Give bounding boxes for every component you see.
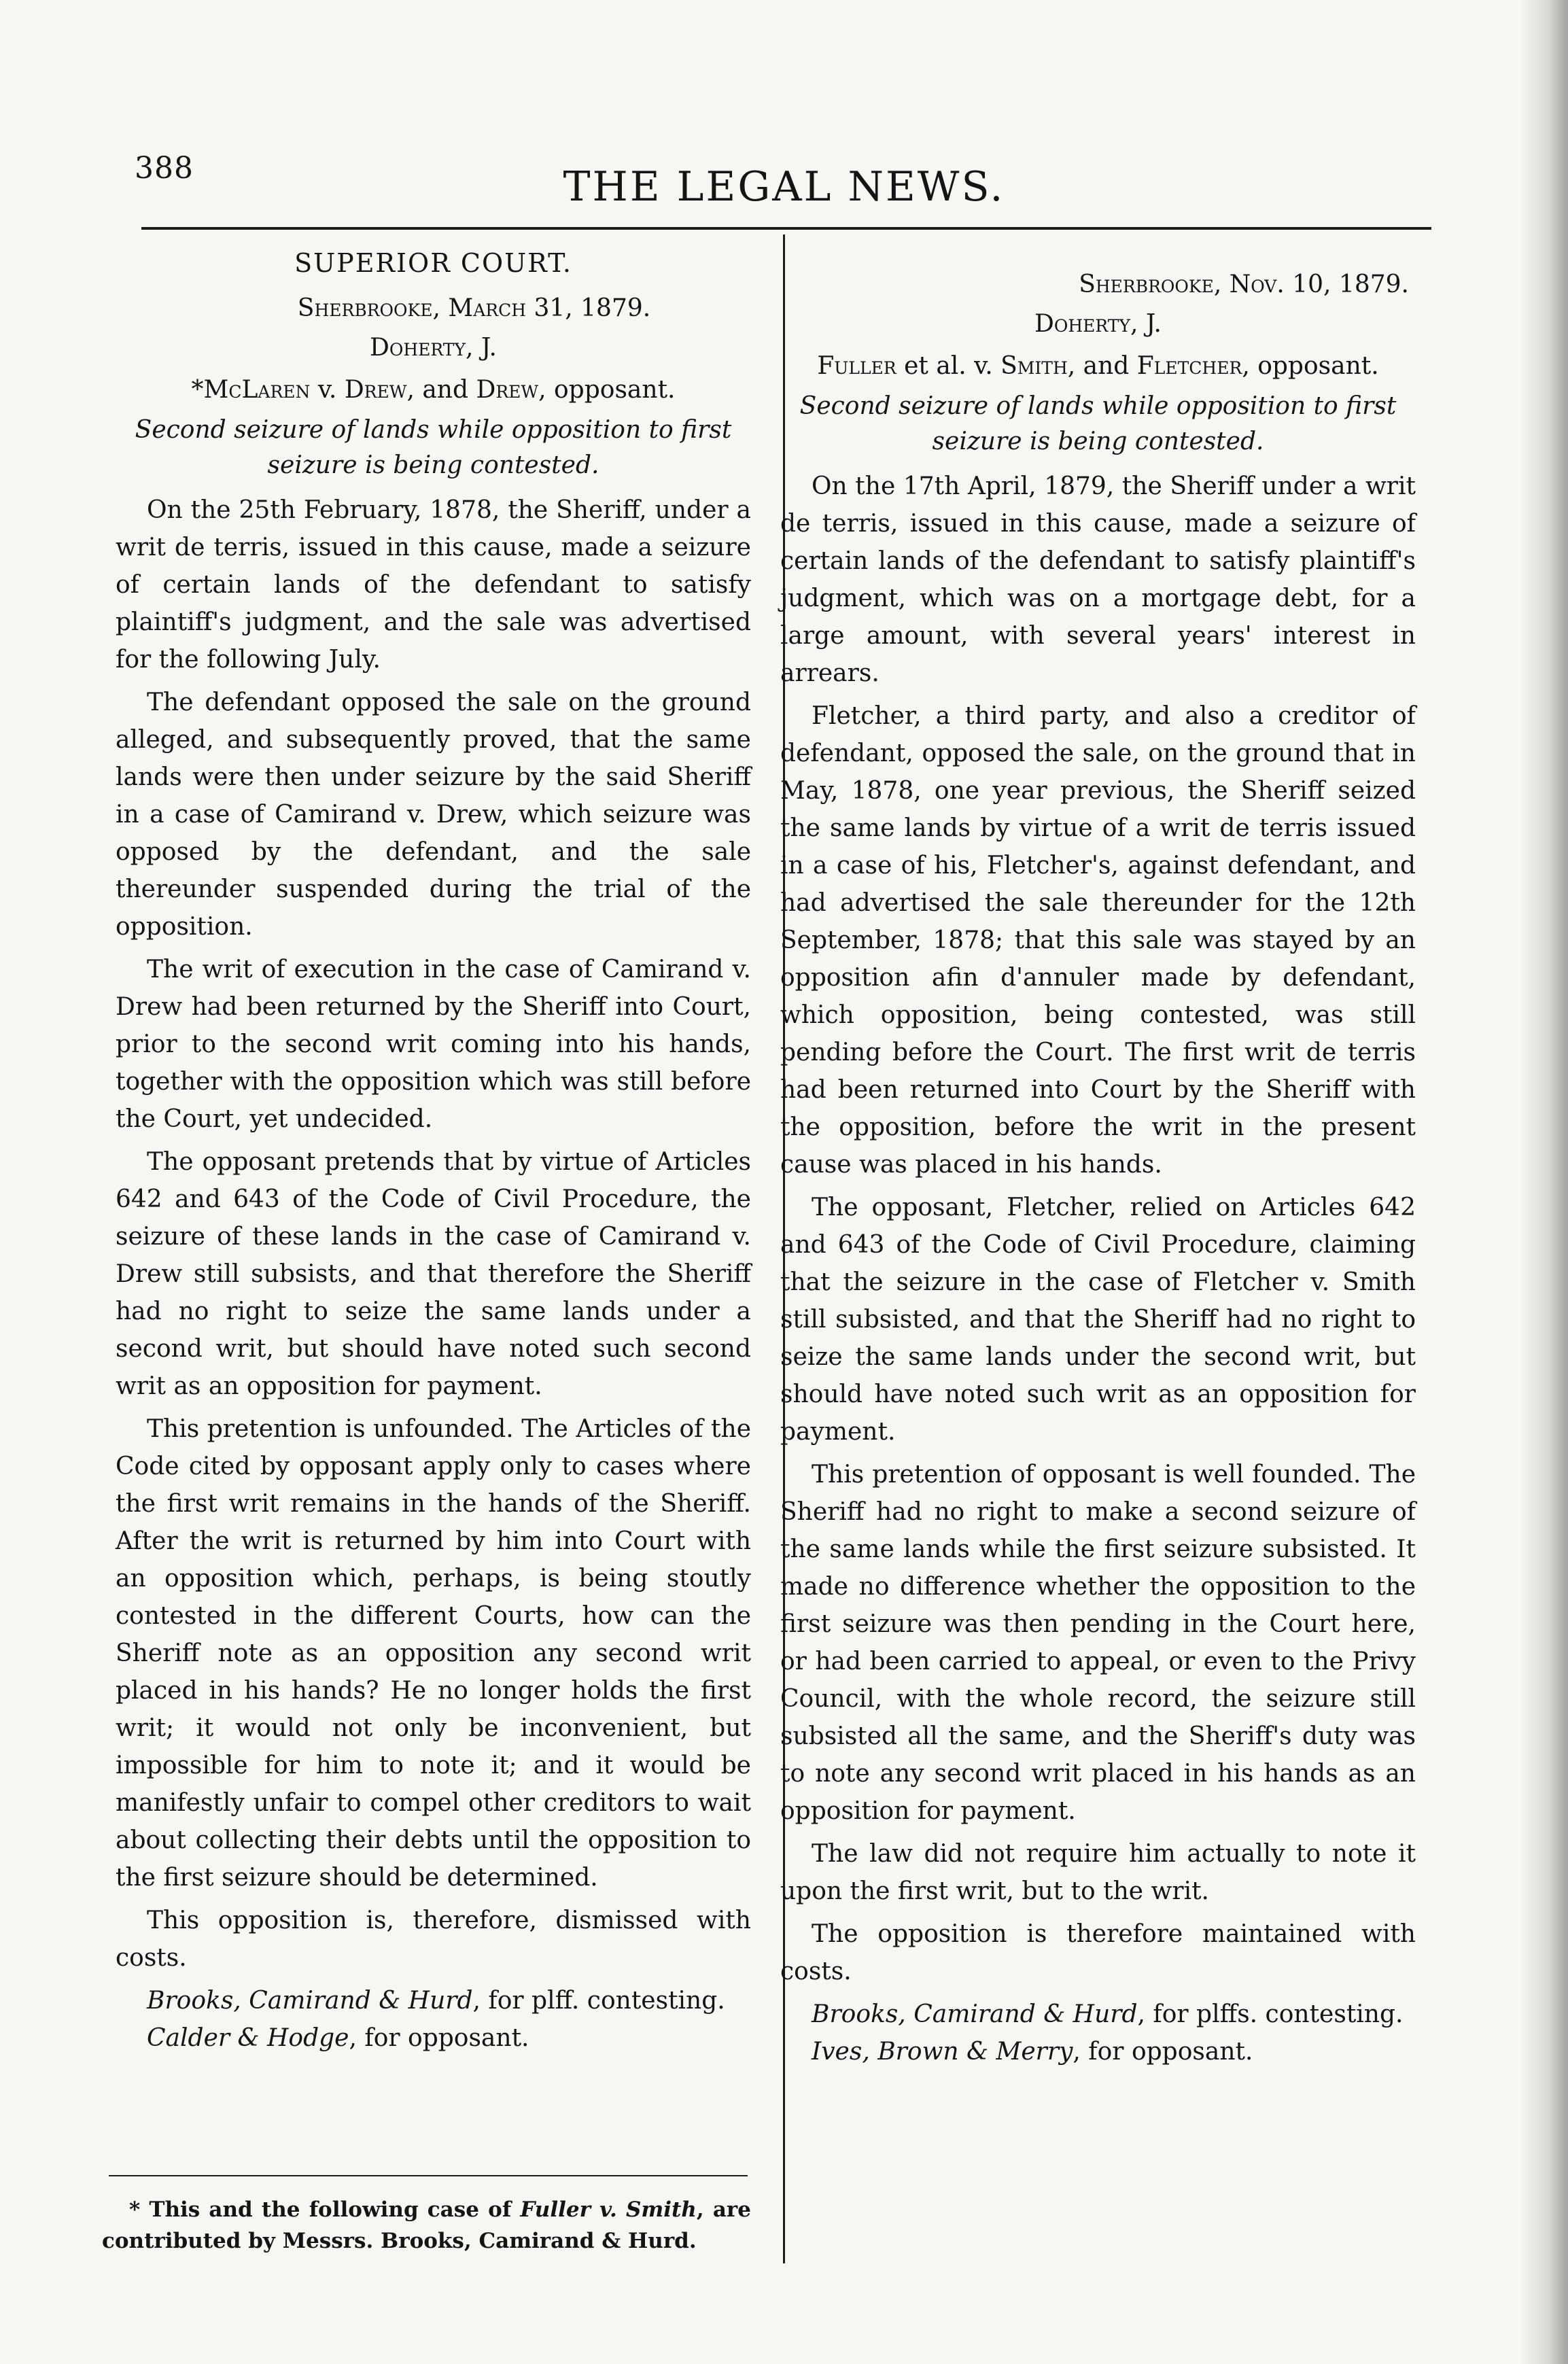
- footnote-rule: [109, 2175, 748, 2176]
- right-column: [780, 265, 1416, 2070]
- counsel-names: Brooks, Camirand & Hurd: [147, 1987, 473, 2015]
- counsel-line: [116, 2019, 751, 2057]
- case-suffix: , opposant.: [1242, 352, 1379, 380]
- left-column: [116, 245, 751, 2057]
- right-paragraph: The law did not require him actually to note it upon the first writ, but to the writ.: [780, 1840, 1416, 1905]
- right-paragraph: This pretention of opposant is well founded. The Sheriff had no right to make a second seizure of the same lands while the first seizure subsisted. It made no difference whether the opposition to the first seizure was then pending in the Court here, or had been carried to appeal, or even to the Privy Council, with the whole record, the seizure still subsisted all the same, and the Sheriff's duty was to note any second writ placed in his hands as an opposition for payment.: [780, 1461, 1416, 1825]
- counsel-role: , for opposant.: [349, 2024, 529, 2052]
- right-paragraph: On the 17th April, 1879, the Sheriff under a writ de terris, issued in this cause, made a seizure of certain lands of the defendant to satisfy plaintiff's judgment, which was on a mortgage debt, for a large amount, with several years' interest in arrears.: [780, 472, 1416, 687]
- opposant-name: Fletcher: [1136, 352, 1242, 380]
- right-judge: Doherty, J.: [1034, 310, 1162, 338]
- footnote-text: , are contributed by Messrs. Brooks, Camirand & Hurd.: [102, 2197, 751, 2253]
- right-paragraph: Fletcher, a third party, and also a creditor of defendant, opposed the sale, on the ground that in May, 1878, one year previous, the Sheriff seized the same lands by virtue of a writ de terris issued in a case of his, Fletcher's, against defendant, and had advertised the sale thereunder for the 12th September, 1878; that this sale was stayed by an opposition afin d'annuler made by defendant, which opposition, being contested, was still pending before the Court. The first writ de terris had been returned into Court by the Sheriff with the opposition, before the writ in the present cause was placed in his hands.: [780, 702, 1416, 1179]
- right-paragraph: The opposant, Fletcher, relied on Articles 642 and 643 of the Code of Civil Procedure, claiming that the seizure in the case of Fletcher v. Smith still subsisted, and that the Sheriff had no right to seize the same lands under the second writ, but should have noted such writ as an opposition for payment.: [780, 1194, 1416, 1446]
- counsel-line: [780, 2033, 1416, 2070]
- counsel-role: , for plffs. contesting.: [1137, 2000, 1404, 2028]
- case-versus: et al. v.: [896, 352, 1001, 380]
- scan-edge-shadow: [1520, 0, 1568, 2364]
- defendant-name: Smith: [1000, 352, 1068, 380]
- counsel-line: [116, 1982, 751, 2019]
- footnote: [102, 2194, 751, 2257]
- case-connector: , and: [1067, 352, 1137, 380]
- left-paragraph: The opposant pretends that by virtue of Articles 642 and 643 of the Code of Civil Procedure, the seizure of these lands in the case of Camirand v. Drew still subsists, and that therefore the Sheriff had no right to seize the same lands under a second writ, but should have noted such second writ as an opposition for payment.: [116, 1148, 751, 1400]
- footnote-text: This and the following case of: [140, 2197, 521, 2222]
- header-rule: [141, 227, 1431, 230]
- left-paragraph: The defendant opposed the sale on the ground alleged, and subsequently proved, that the same lands were then under seizure by the said Sheriff in a case of Camirand v. Drew, which seizure was opposed by the defendant, and the sale thereunder suspended during the trial of the opposition.: [116, 689, 751, 941]
- counsel-role: , for plff. contesting.: [472, 1987, 725, 2015]
- left-dateline: Sherbrooke, March 31, 1879.: [297, 294, 651, 322]
- counsel-names: Brooks, Camirand & Hurd: [812, 2000, 1138, 2028]
- court-heading: SUPERIOR COURT.: [294, 248, 572, 278]
- left-paragraph: This pretention is unfounded. The Articles of the Code cited by opposant apply only to cases where the first writ remains in the hands of the Sheriff. After the writ is returned by him into Court with an opposition which, perhaps, is being stoutly contested in the different Courts, how can the Sheriff note as an opposition any second writ placed in his hands? He no longer holds the first writ; it would not only be inconvenient, but impossible for him to note it; and it would be manifestly unfair to compel other creditors to wait about collecting their debts until the opposition to the first seizure should be determined.: [116, 1415, 751, 1892]
- left-case-title: [116, 370, 751, 410]
- masthead-title: THE LEGAL NEWS.: [563, 163, 1005, 211]
- case-suffix: , opposant.: [538, 376, 676, 404]
- left-judge: Doherty, J.: [370, 334, 497, 362]
- footnote-marker: *: [191, 376, 204, 404]
- left-paragraph: This opposition is, therefore, dismissed with costs.: [116, 1907, 751, 1972]
- opposant-name: Drew: [476, 376, 539, 404]
- counsel-role: , for opposant.: [1073, 2038, 1253, 2066]
- counsel-names: Ives, Brown & Merry: [812, 2038, 1073, 2066]
- right-paragraph: The opposition is therefore maintained with costs.: [780, 1920, 1416, 1985]
- right-headnote: Second seizure of lands while opposition to first seizure is being contested.: [799, 392, 1397, 455]
- case-connector: , and: [406, 376, 476, 404]
- right-dateline: Sherbrooke, Nov. 10, 1879.: [1079, 271, 1409, 298]
- plaintiff-name: McLaren: [203, 376, 311, 404]
- counsel-line: [780, 1996, 1416, 2033]
- case-versus: v.: [310, 376, 345, 404]
- footnote-marker: *: [129, 2197, 141, 2222]
- counsel-names: Calder & Hodge: [147, 2024, 349, 2052]
- left-paragraph: On the 25th February, 1878, the Sheriff, under a writ de terris, issued in this cause, made a seizure of certain lands of the defendant to satisfy plaintiff's judgment, and the sale was advertised for the following July.: [116, 496, 751, 674]
- left-headnote: Second seizure of lands while opposition to first seizure is being contested.: [135, 416, 732, 479]
- right-case-title: [780, 347, 1416, 386]
- footnote-case-name: Fuller v. Smith: [520, 2197, 697, 2222]
- plaintiff-name: Fuller: [817, 352, 896, 380]
- defendant-name: Drew: [344, 376, 407, 404]
- left-paragraph: The writ of execution in the case of Camirand v. Drew had been returned by the Sheriff into Court, prior to the second writ coming into his hands, together with the opposition which was still before the Court, yet undecided.: [116, 956, 751, 1133]
- page-number: 388: [135, 151, 194, 186]
